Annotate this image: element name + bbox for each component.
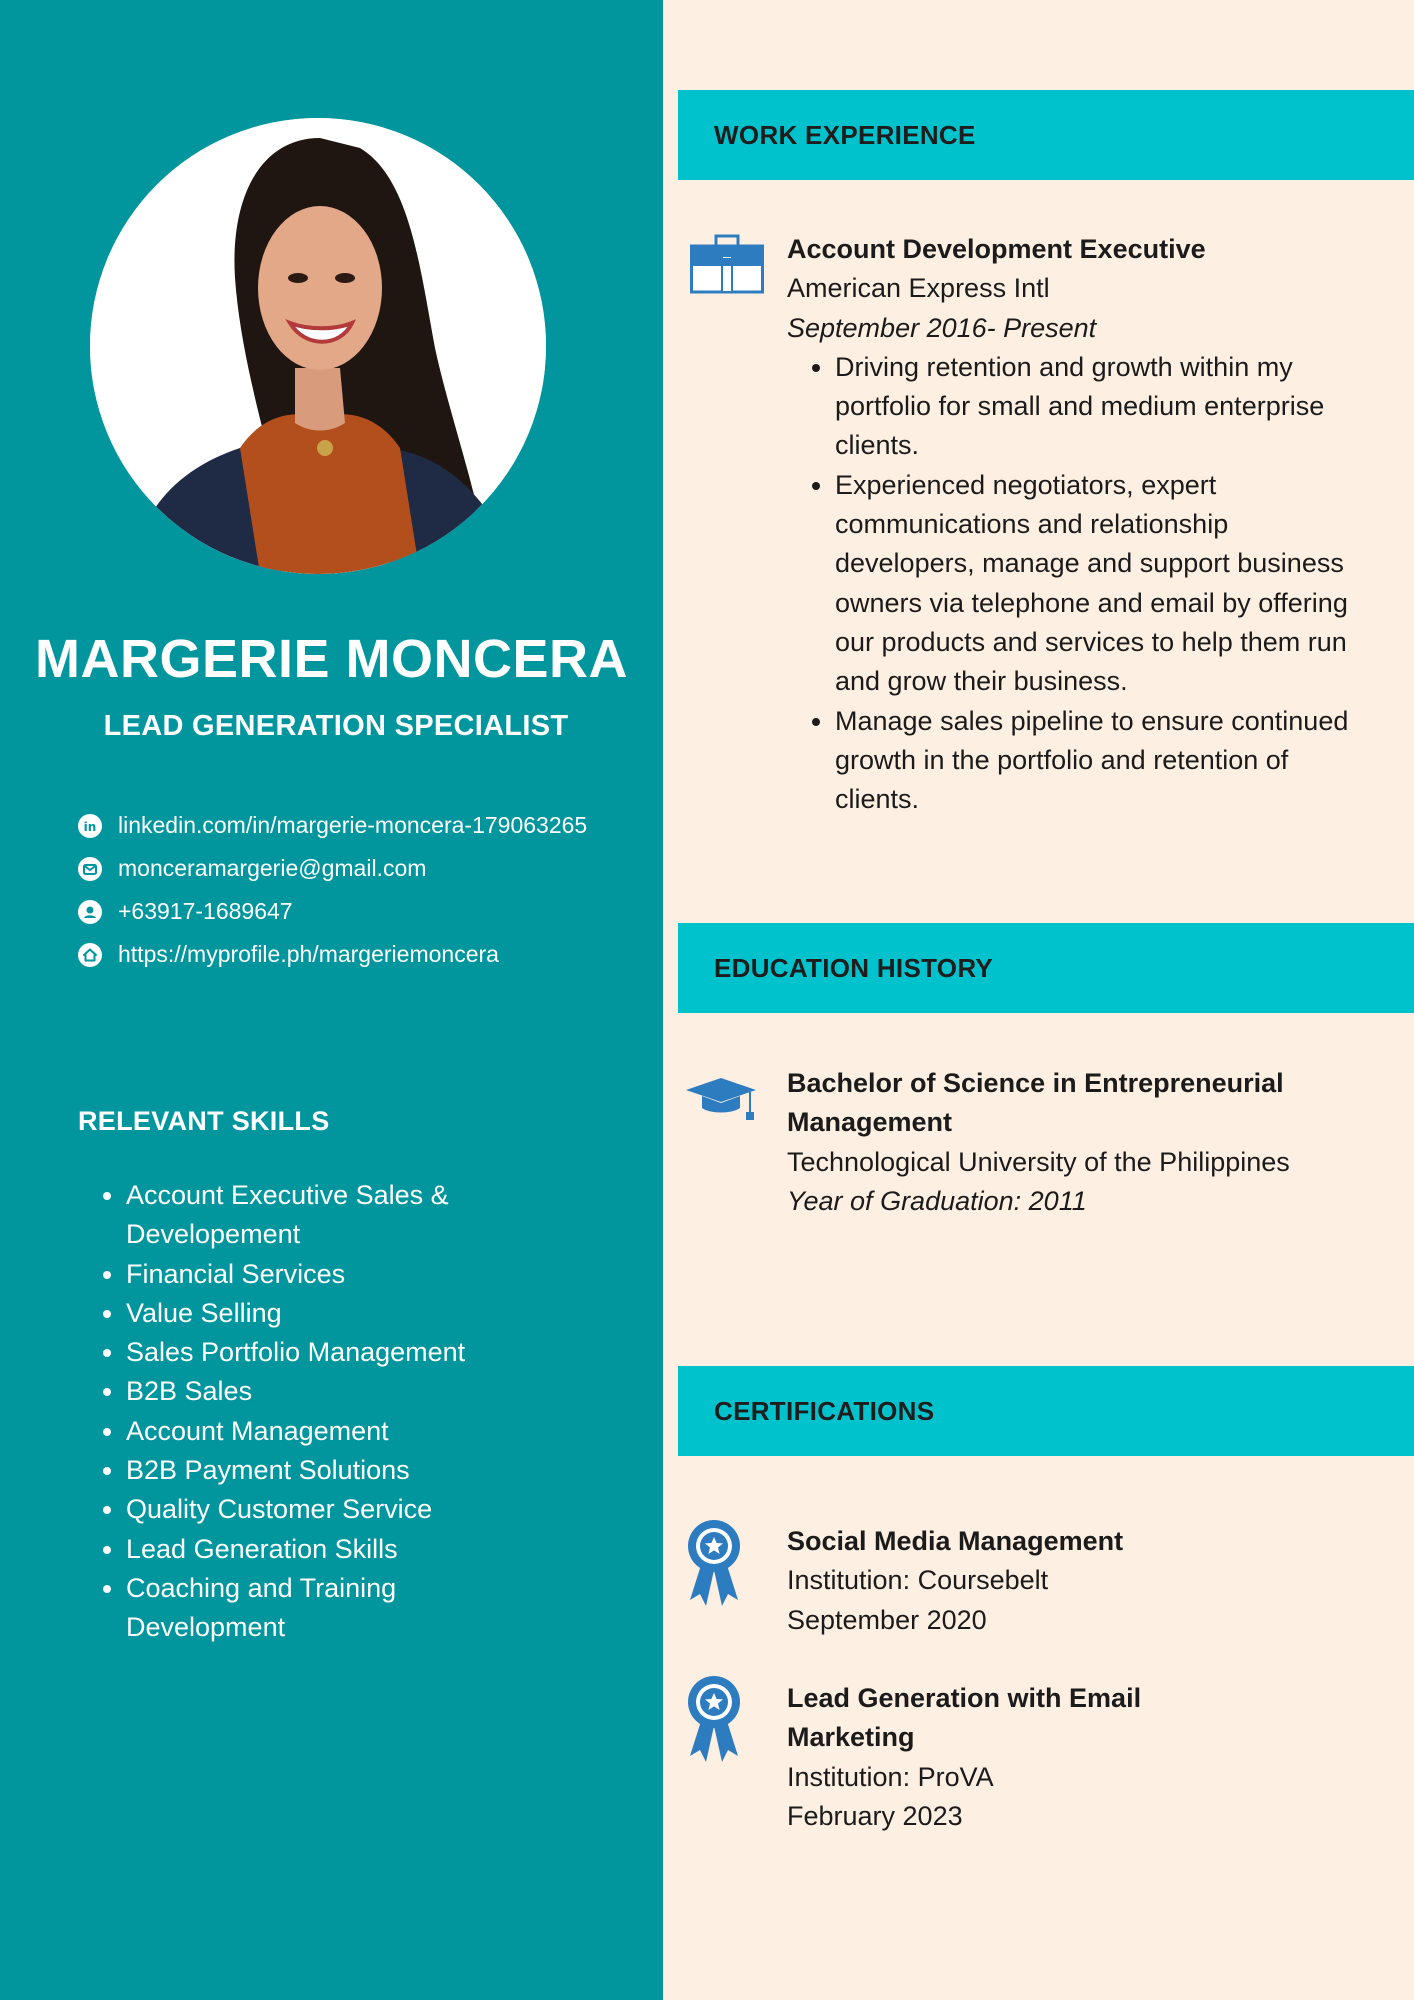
skill-item: • B2B Payment Solutions — [126, 1451, 586, 1490]
profile-photo — [90, 118, 546, 574]
briefcase-icon — [690, 234, 764, 294]
certification-name: Lead Generation with Email Marketing — [787, 1683, 1142, 1753]
certification-entry — [787, 1522, 1307, 1640]
contact-website[interactable] — [78, 933, 587, 976]
certification-date: February 2023 — [787, 1800, 963, 1831]
skill-item: • Quality Customer Service — [126, 1490, 586, 1529]
graduation-cap-icon — [684, 1076, 758, 1122]
work-bullet: • Driving retention and growth within my portfolio for small and medium enterprise clients. — [835, 348, 1355, 466]
skills-heading: RELEVANT SKILLS — [78, 1106, 330, 1136]
person-name: MARGERIE MONCERA — [34, 629, 628, 689]
skill-item: • Sales Portfolio Management — [126, 1333, 586, 1372]
education-year: Year of Graduation: 2011 — [787, 1185, 1087, 1216]
sidebar — [0, 0, 663, 2000]
work-entry — [787, 230, 1355, 819]
education-entry — [787, 1064, 1347, 1221]
education-degree: Bachelor of Science in Entrepreneurial Management — [787, 1068, 1284, 1138]
home-icon — [78, 943, 102, 967]
work-experience-title: WORK EXPERIENCE — [714, 120, 976, 150]
certification-institution: Institution: ProVA — [787, 1761, 994, 1792]
work-period: September 2016- Present — [787, 312, 1097, 343]
skill-item: • Lead Generation Skills — [126, 1530, 586, 1569]
work-company: American Express Intl — [787, 273, 1050, 304]
award-ribbon-icon — [684, 1518, 744, 1608]
skill-item: • Financial Services — [126, 1255, 586, 1294]
linkedin-icon — [78, 814, 102, 838]
email-icon — [78, 857, 102, 881]
work-bullet: • Experienced negotiators, expert communications and relationship developers, manage and support business owners via telephone and email by offering our products and services to help them run and grow their business. — [835, 466, 1355, 702]
education-header — [678, 923, 1414, 1013]
contact-email[interactable] — [78, 847, 587, 890]
certification-date: September 2020 — [787, 1604, 987, 1635]
skills-list — [94, 1176, 586, 1648]
svg-text:in: in — [83, 819, 97, 834]
certifications-title: CERTIFICATIONS — [714, 1396, 935, 1426]
user-icon — [78, 900, 102, 924]
contact-list — [78, 804, 587, 976]
work-role: Account Development Executive — [787, 234, 1206, 264]
award-ribbon-icon — [684, 1674, 744, 1764]
contact-phone[interactable] — [78, 890, 587, 933]
contact-linkedin[interactable] — [78, 804, 587, 847]
skill-item: • B2B Sales — [126, 1372, 586, 1411]
job-title: LEAD GENERATION SPECIALIST — [103, 710, 569, 742]
work-bullet: • Manage sales pipeline to ensure continued growth in the portfolio and retention of clients. — [835, 702, 1355, 820]
portrait-image — [90, 118, 546, 574]
contact-phone-text[interactable]: +63917-1689647 — [118, 898, 293, 924]
contact-email-text[interactable]: monceramargerie@gmail.com — [118, 855, 427, 881]
skill-item: • Value Selling — [126, 1294, 586, 1333]
skill-item: • Coaching and Training Development — [126, 1569, 426, 1648]
contact-linkedin-text[interactable]: linkedin.com/in/margerie-moncera-179063265 — [118, 812, 588, 838]
certifications-header — [678, 1366, 1414, 1456]
skill-item: • Account Executive Sales & Developement — [126, 1176, 586, 1255]
certification-name: Social Media Management — [787, 1526, 1124, 1556]
education-title: EDUCATION HISTORY — [714, 953, 994, 983]
education-school: Technological University of the Philippines — [787, 1146, 1290, 1177]
contact-website-text[interactable]: https://myprofile.ph/margeriemoncera — [118, 941, 499, 967]
certification-institution: Institution: Coursebelt — [787, 1565, 1049, 1596]
work-bullets — [787, 348, 1355, 820]
skill-item: • Account Management — [126, 1412, 586, 1451]
certification-entry — [787, 1679, 1207, 1836]
work-experience-header — [678, 90, 1414, 180]
